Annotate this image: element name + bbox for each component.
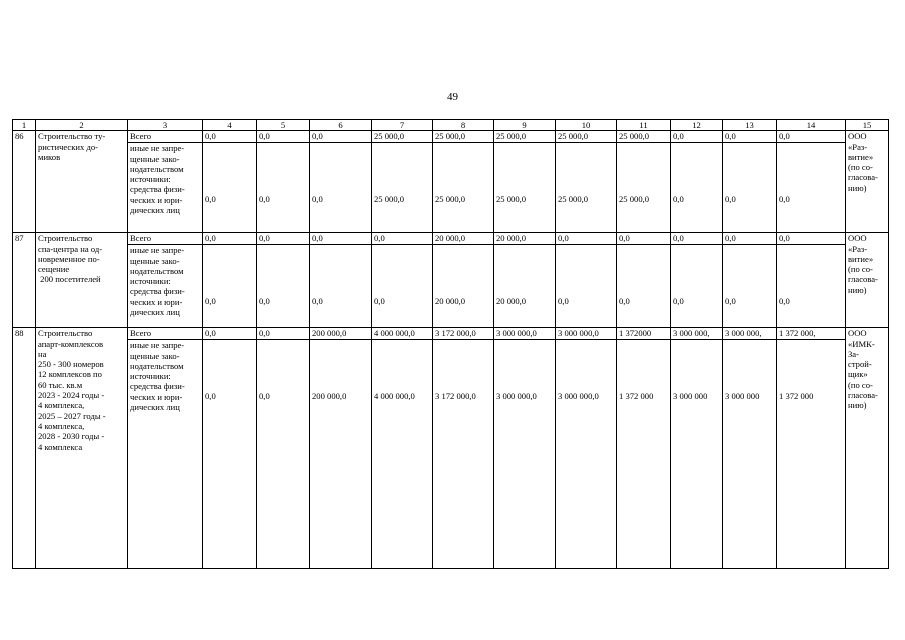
- budget-table: [12, 119, 889, 569]
- total-value-cell: 0,0: [203, 328, 257, 340]
- activity-name: Строительство ту- ристических до- миков: [36, 131, 128, 233]
- source-value-cell: [372, 143, 433, 233]
- source-value-cell: [433, 340, 494, 569]
- source-value: 0,0: [205, 194, 216, 205]
- total-value-cell: 0,0: [777, 233, 846, 245]
- total-value-cell: 0,0: [203, 233, 257, 245]
- source-value: 20 000,0: [435, 296, 466, 307]
- total-value-cell: 25 000,0: [556, 131, 617, 143]
- source-value-cell: [777, 143, 846, 233]
- total-value-cell: 0,0: [723, 233, 777, 245]
- source-value-cell: [257, 245, 310, 328]
- source-value: 200 000,0: [312, 391, 347, 402]
- source-value: 20 000,0: [496, 296, 527, 307]
- row-number: 87: [13, 233, 36, 328]
- source-value-cell: [556, 340, 617, 569]
- source-value-cell: [617, 143, 671, 233]
- funding-source-label: иные не запре- щенные зако- нодательством источники: средства физи- ческих и юри- дических лиц: [128, 143, 203, 233]
- total-value-cell: 3 000 000,0: [556, 328, 617, 340]
- source-value: 0,0: [205, 296, 216, 307]
- source-value: 3 000 000,0: [558, 391, 599, 402]
- total-value-cell: 3 000 000,: [671, 328, 723, 340]
- source-value: 0,0: [673, 194, 684, 205]
- total-value-cell: 0,0: [777, 131, 846, 143]
- activity-name: Строительство спа-центра на од- новременное по- сещение 200 посетителей: [36, 233, 128, 328]
- table-row-total: [13, 233, 889, 245]
- total-value-cell: 0,0: [372, 233, 433, 245]
- source-value-cell: [556, 143, 617, 233]
- total-value-cell: 0,0: [723, 131, 777, 143]
- source-value: 25 000,0: [374, 194, 405, 205]
- header-cell: 2: [36, 120, 128, 131]
- header-cell: 8: [433, 120, 494, 131]
- source-value-cell: [372, 245, 433, 328]
- header-cell: 14: [777, 120, 846, 131]
- source-value-cell: [671, 340, 723, 569]
- total-label: Всего: [128, 131, 203, 143]
- source-value-cell: [433, 245, 494, 328]
- total-value-cell: 3 000 000,0: [494, 328, 556, 340]
- source-value: 25 000,0: [619, 194, 650, 205]
- total-value-cell: 20 000,0: [494, 233, 556, 245]
- header-cell: 1: [13, 120, 36, 131]
- header-cell: 11: [617, 120, 671, 131]
- source-value: 3 172 000,0: [435, 391, 476, 402]
- total-value-cell: 0,0: [257, 131, 310, 143]
- source-value-cell: [617, 340, 671, 569]
- total-value-cell: 3 172 000,0: [433, 328, 494, 340]
- source-value-cell: [203, 245, 257, 328]
- funding-source-label: иные не запре- щенные зако- нодательством источники: средства физи- ческих и юри- дических лиц: [128, 340, 203, 569]
- total-value-cell: 0,0: [257, 233, 310, 245]
- total-value-cell: 25 000,0: [372, 131, 433, 143]
- total-value-cell: 0,0: [556, 233, 617, 245]
- source-value-cell: [723, 245, 777, 328]
- source-value-cell: [257, 340, 310, 569]
- source-value: 0,0: [374, 296, 385, 307]
- source-value-cell: [310, 245, 372, 328]
- total-value-cell: 0,0: [257, 328, 310, 340]
- executor: ООО «Раз- витие» (по со- гласова- нию): [846, 233, 889, 328]
- source-value: 1 372 000: [779, 391, 814, 402]
- source-value: 0,0: [725, 296, 736, 307]
- header-cell: 10: [556, 120, 617, 131]
- source-value: 0,0: [558, 296, 569, 307]
- source-value-cell: [494, 245, 556, 328]
- row-number: 86: [13, 131, 36, 233]
- total-value-cell: 3 000 000,: [723, 328, 777, 340]
- source-value-cell: [671, 143, 723, 233]
- total-label: Всего: [128, 233, 203, 245]
- source-value: 0,0: [312, 296, 323, 307]
- source-value-cell: [203, 143, 257, 233]
- executor: ООО «Раз- витие» (по со- гласова- нию): [846, 131, 889, 233]
- total-value-cell: 0,0: [617, 233, 671, 245]
- table-row-total: [13, 131, 889, 143]
- source-value: 1 372 000: [619, 391, 654, 402]
- source-value-cell: [257, 143, 310, 233]
- total-value-cell: 0,0: [671, 131, 723, 143]
- source-value: 0,0: [673, 296, 684, 307]
- source-value: 0,0: [259, 296, 270, 307]
- header-row: [13, 120, 889, 131]
- funding-source-label: иные не запре- щенные зако- нодательством источники: средства физи- ческих и юри- дических лиц: [128, 245, 203, 328]
- total-value-cell: 0,0: [671, 233, 723, 245]
- executor: ООО «ИМК- За- строй- щик» (по со- гласова- нию): [846, 328, 889, 569]
- source-value-cell: [723, 143, 777, 233]
- row-number: 88: [13, 328, 36, 569]
- source-value-cell: [556, 245, 617, 328]
- total-value-cell: 4 000 000,0: [372, 328, 433, 340]
- table-row-total: [13, 328, 889, 340]
- source-value: 3 000 000: [725, 391, 760, 402]
- total-value-cell: 20 000,0: [433, 233, 494, 245]
- header-cell: 4: [203, 120, 257, 131]
- source-value-cell: [671, 245, 723, 328]
- source-value-cell: [310, 340, 372, 569]
- source-value: 0,0: [779, 296, 790, 307]
- header-cell: 5: [257, 120, 310, 131]
- source-value: 0,0: [259, 391, 270, 402]
- table-row-source: [13, 340, 889, 569]
- total-value-cell: 0,0: [203, 131, 257, 143]
- total-value-cell: 25 000,0: [494, 131, 556, 143]
- source-value-cell: [723, 340, 777, 569]
- header-cell: 15: [846, 120, 889, 131]
- source-value-cell: [494, 143, 556, 233]
- source-value: 25 000,0: [435, 194, 466, 205]
- source-value-cell: [494, 340, 556, 569]
- header-cell: 9: [494, 120, 556, 131]
- table-row-source: [13, 245, 889, 328]
- total-value-cell: 25 000,0: [433, 131, 494, 143]
- page-number: 49: [447, 91, 458, 103]
- source-value: 0,0: [205, 391, 216, 402]
- source-value: 0,0: [779, 194, 790, 205]
- source-value-cell: [310, 143, 372, 233]
- source-value-cell: [777, 340, 846, 569]
- header-cell: 7: [372, 120, 433, 131]
- source-value: 4 000 000,0: [374, 391, 415, 402]
- source-value-cell: [777, 245, 846, 328]
- source-value: 25 000,0: [558, 194, 589, 205]
- header-cell: 12: [671, 120, 723, 131]
- total-value-cell: 0,0: [310, 131, 372, 143]
- total-value-cell: 1 372 000,: [777, 328, 846, 340]
- total-value-cell: 200 000,0: [310, 328, 372, 340]
- table-row-source: [13, 143, 889, 233]
- header-cell: 3: [128, 120, 203, 131]
- source-value: 3 000 000: [673, 391, 708, 402]
- source-value-cell: [617, 245, 671, 328]
- header-cell: 13: [723, 120, 777, 131]
- source-value-cell: [203, 340, 257, 569]
- source-value: 25 000,0: [496, 194, 527, 205]
- source-value: 3 000 000,0: [496, 391, 537, 402]
- source-value: 0,0: [725, 194, 736, 205]
- source-value: 0,0: [619, 296, 630, 307]
- total-label: Всего: [128, 328, 203, 340]
- total-value-cell: 0,0: [310, 233, 372, 245]
- activity-name: Строительство апарт-комплексов на 250 - 300 номеров 12 комплексов по 60 тыс. кв.м 2023 - 2024 годы - 4 комплекса, 2025 – 2027 годы - 4 комплекса, 2028 - 2030 годы - 4 комплекса: [36, 328, 128, 569]
- total-value-cell: 1 372000: [617, 328, 671, 340]
- source-value-cell: [433, 143, 494, 233]
- source-value: 0,0: [259, 194, 270, 205]
- source-value-cell: [372, 340, 433, 569]
- header-cell: 6: [310, 120, 372, 131]
- source-value: 0,0: [312, 194, 323, 205]
- total-value-cell: 25 000,0: [617, 131, 671, 143]
